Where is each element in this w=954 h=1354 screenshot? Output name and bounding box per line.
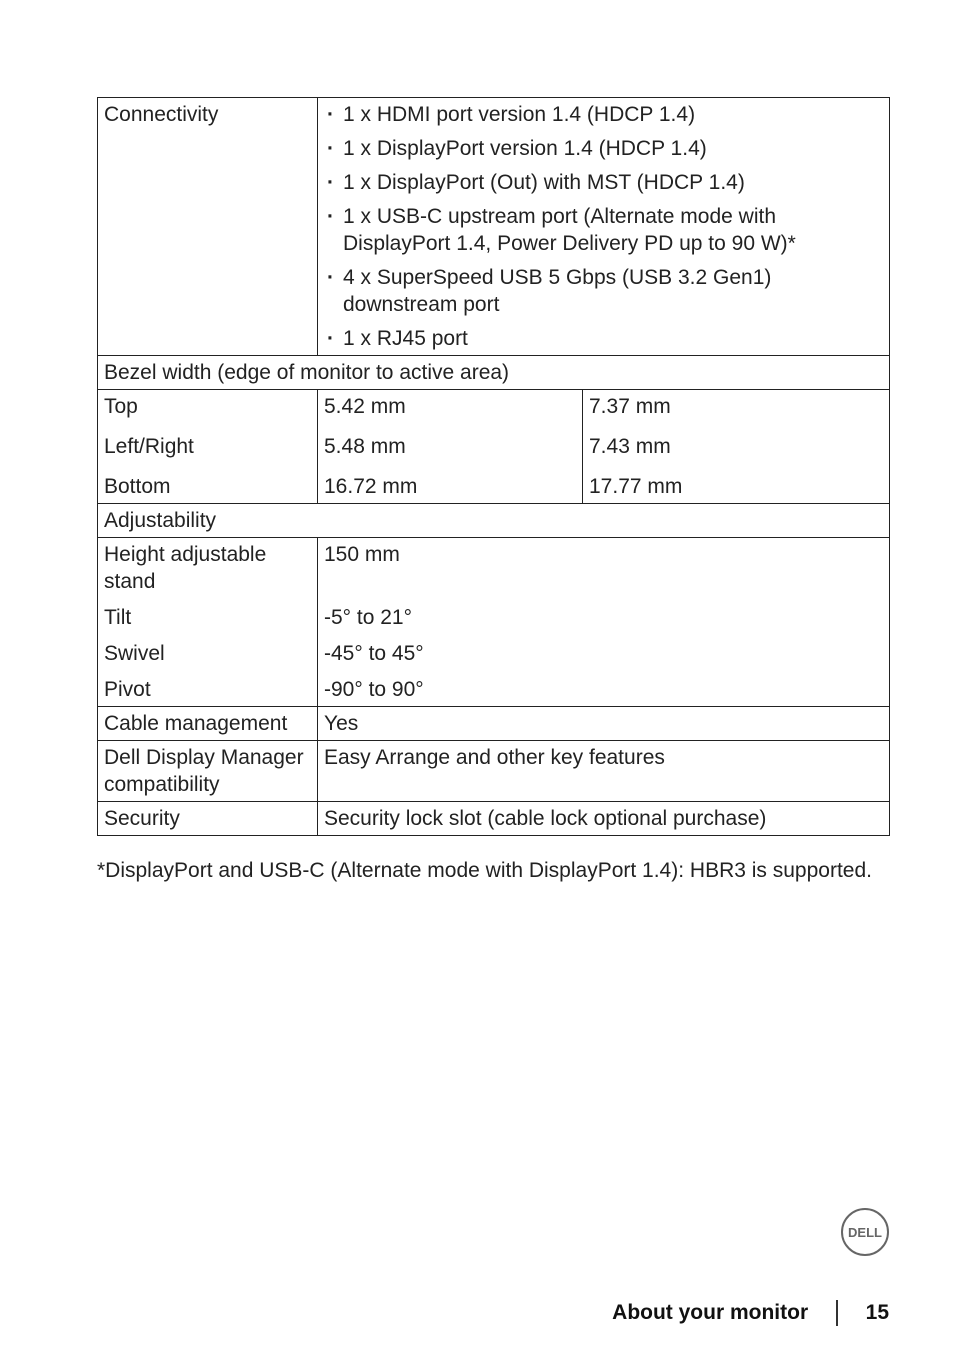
cable-label: Cable management <box>98 707 318 741</box>
adjust-label-pivot: Pivot <box>104 678 151 701</box>
bezel-value: 7.37 mm <box>589 395 671 418</box>
bezel-value: 7.43 mm <box>589 435 671 458</box>
connectivity-item: · 1 x HDMI port version 1.4 (HDCP 1.4) <box>324 101 883 128</box>
ddm-label: Dell Display Manager compatibility <box>98 741 318 802</box>
connectivity-item: · 1 x DisplayPort version 1.4 (HDCP 1.4) <box>324 135 883 162</box>
adjust-value-tilt: -5° to 21° <box>324 606 413 629</box>
spec-table <box>97 97 890 836</box>
bezel-label-leftright: Left/Right <box>104 435 194 458</box>
adjust-label-swivel: Swivel <box>104 642 165 665</box>
row-bezel-heading <box>98 356 890 390</box>
security-label: Security <box>98 802 318 836</box>
footer-divider <box>836 1300 838 1326</box>
bezel-value: 5.48 mm <box>324 435 406 458</box>
row-bezel-values <box>98 390 890 504</box>
bezel-value: 16.72 mm <box>324 475 418 498</box>
bezel-heading: Bezel width (edge of monitor to active area) <box>98 356 890 390</box>
bezel-values-col2 <box>583 390 890 504</box>
row-adjustability-heading <box>98 504 890 538</box>
security-value: Security lock slot (cable lock optional purchase) <box>318 802 890 836</box>
row-security <box>98 802 890 836</box>
bezel-value: 17.77 mm <box>589 475 683 498</box>
adjustability-labels <box>98 538 318 707</box>
adjustability-values <box>318 538 890 707</box>
ddm-value: Easy Arrange and other key features <box>318 741 890 802</box>
connectivity-item: · 4 x SuperSpeed USB 5 Gbps (USB 3.2 Gen1) downstream port <box>324 264 883 318</box>
adjust-value-swivel: -45° to 45° <box>324 642 424 665</box>
footer-section-title: About your monitor <box>612 1301 809 1324</box>
bezel-values-col1 <box>318 390 583 504</box>
adjust-label-tilt: Tilt <box>104 606 132 629</box>
connectivity-value <box>318 98 890 356</box>
bezel-label-bottom: Bottom <box>104 475 171 498</box>
adjust-label-height: Height adjustable stand <box>104 543 267 593</box>
adjust-value-pivot: -90° to 90° <box>324 678 424 701</box>
bezel-label-top: Top <box>104 395 138 418</box>
connectivity-item: · 1 x RJ45 port <box>324 325 883 352</box>
connectivity-item: · 1 x USB-C upstream port (Alternate mode with DisplayPort 1.4, Power Delivery PD up to 90 W)* <box>324 203 883 257</box>
cable-value: Yes <box>318 707 890 741</box>
row-ddm <box>98 741 890 802</box>
row-connectivity <box>98 98 890 356</box>
adjust-value-height: 150 mm <box>324 543 400 566</box>
connectivity-label: Connectivity <box>98 98 318 356</box>
logo-text: DELL <box>848 1224 882 1240</box>
bezel-value: 5.42 mm <box>324 395 406 418</box>
row-cable <box>98 707 890 741</box>
row-adjustability-values <box>98 538 890 707</box>
footnote: *DisplayPort and USB-C (Alternate mode with DisplayPort 1.4): HBR3 is supported. <box>97 859 872 882</box>
connectivity-list <box>324 101 883 352</box>
bezel-labels <box>98 390 318 504</box>
adjustability-heading: Adjustability <box>98 504 890 538</box>
page-footer <box>612 1300 889 1326</box>
dell-logo-icon <box>841 1208 889 1256</box>
page-number: 15 <box>865 1301 889 1324</box>
connectivity-item: · 1 x DisplayPort (Out) with MST (HDCP 1.4) <box>324 169 883 196</box>
